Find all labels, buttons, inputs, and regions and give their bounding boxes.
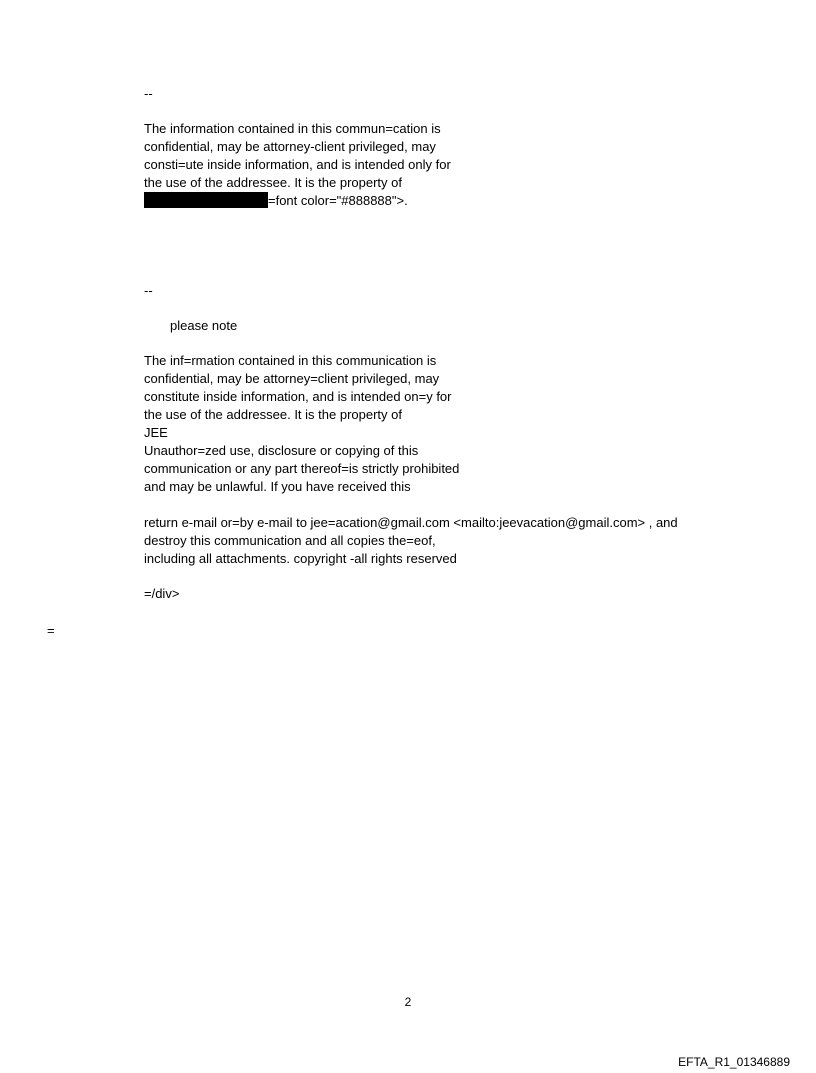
disclaimer-line: confidential, may be attorney-client privileged, may	[144, 139, 436, 154]
disclaimer-line: consti=ute inside information, and is intended only for	[144, 157, 451, 172]
page-number: 2	[404, 995, 412, 1009]
stray-character: =	[47, 623, 55, 638]
disclaimer-line: the use of the addressee. It is the property of	[144, 407, 402, 422]
disclaimer-line: Unauthor=zed use, disclosure or copying of this	[144, 443, 419, 458]
closing-tag-text: =/div>	[144, 586, 180, 601]
separator-dashes: --	[144, 283, 153, 298]
redaction-bar	[144, 192, 268, 208]
disclaimer-line: The information contained in this commun=cation is	[144, 121, 441, 136]
disclaimer-line: The inf=rmation contained in this communication is	[144, 353, 437, 368]
disclaimer-tail-text: =font color="#888888">.	[268, 193, 408, 208]
disclaimer-line: constitute inside information, and is intended on=y for	[144, 389, 452, 404]
bates-number: EFTA_R1_01346889	[678, 1055, 790, 1069]
disclaimer-line: return e-mail or=by e-mail to jee=acation@gmail.com <mailto:jeevacation@gmail.com> , and	[144, 515, 678, 530]
separator-dashes: --	[144, 86, 153, 101]
note-text: please note	[170, 318, 238, 333]
disclaimer-line: JEE	[144, 425, 168, 440]
disclaimer-line: destroy this communication and all copies the=eof,	[144, 533, 436, 548]
disclaimer-line: the use of the addressee. It is the property of	[144, 175, 402, 190]
disclaimer-line: communication or any part thereof=is strictly prohibited	[144, 461, 460, 476]
disclaimer-line: and may be unlawful. If you have received this	[144, 479, 411, 494]
disclaimer-redacted-line	[144, 192, 408, 210]
disclaimer-line: confidential, may be attorney=client privileged, may	[144, 371, 440, 386]
disclaimer-line: including all attachments. copyright -all rights reserved	[144, 551, 457, 566]
